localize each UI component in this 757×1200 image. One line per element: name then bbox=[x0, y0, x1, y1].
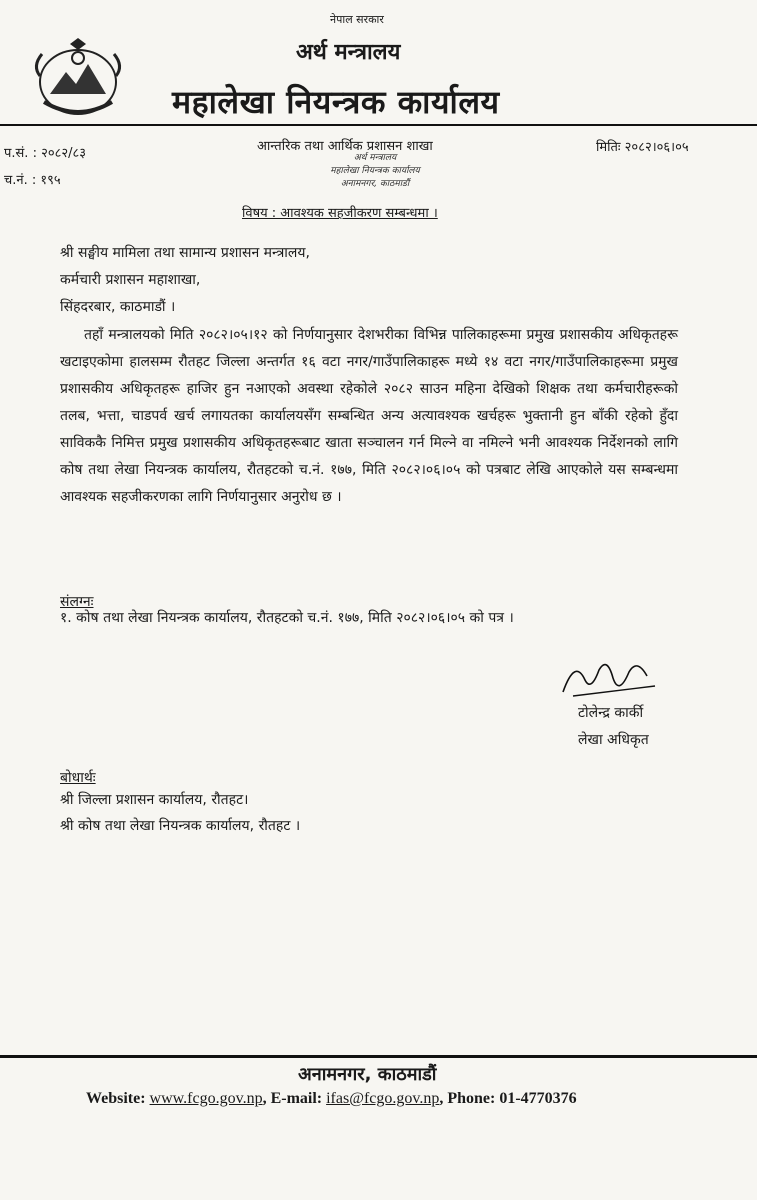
nepal-emblem-icon bbox=[22, 36, 134, 124]
enclosure-label: संलग्नः bbox=[60, 594, 94, 610]
stamp-line: अर्थ मन्त्रालय bbox=[353, 153, 397, 163]
section-name: आन्तरिक तथा आर्थिक प्रशासन शाखा bbox=[257, 139, 433, 154]
stamp-line: अनामनगर, काठमाडौं bbox=[340, 179, 410, 189]
footer-rule bbox=[0, 1055, 757, 1058]
email-link[interactable]: ifas@fcgo.gov.np bbox=[326, 1090, 440, 1107]
stamp-line: महालेखा नियन्त्रक कार्यालय bbox=[330, 166, 420, 176]
cc-item: श्री कोष तथा लेखा नियन्त्रक कार्यालय, रौतहट । bbox=[60, 818, 301, 834]
footer-contact bbox=[86, 1090, 577, 1108]
letter-body: तहाँ मन्त्रालयको मिति २०८२।०५।१२ को निर्णयानुसार देशभरीका विभिन्न पालिकाहरूमा प्रमुख प्रशासकीय अधिकृतहरू खटाइएकोमा हालसम्म रौतहट जिल्ला अन्तर्गत १६ वटा नगर/गाउँपालिकाहरू मध्ये १४ वटा नगर/गाउँपालिकाहरूमा प्रमुख प्रशासकीय अधिकृतहरू हाजिर हुन नआएको अवस्था रहेकोले २०८२ साउन महिना देखिको शिक्षक तथा कर्मचारीहरूको तलब, भत्ता, चाडपर्व खर्च लगायतका कार्यालयसँग सम्बन्धित अन्य अत्यावश्यक खर्चहरू भुक्तानी हुन बाँकी रहेको हुँदा साविककै निमित्त प्रमुख प्रशासकीय अधिकृतहरूबाट खाता सञ्चालन गर्न मिल्ने वा नमिल्ने भनी आवश्यक निर्देशनको लागि कोष तथा लेखा नियन्त्रक कार्यालय, रौतहटको च.नं. १७७, मिति २०८२।०६।०५ को पत्रबाट लेखि आएकोले यस सम्बन्धमा आवश्यक सहजीकरणका लागि निर्णयानुसार अनुरोध छ । bbox=[60, 327, 678, 505]
reference-cn: च.नं. : १९५ bbox=[4, 173, 61, 188]
signature-icon bbox=[555, 652, 665, 704]
phone-label: , Phone: bbox=[439, 1090, 496, 1107]
ministry-name: अर्थ मन्त्रालय bbox=[296, 40, 401, 65]
website-label: Website: bbox=[86, 1090, 146, 1107]
cc-label: बोधार्थः bbox=[60, 770, 96, 786]
addressee-line: सिंहदरबार, काठमाडौं । bbox=[60, 299, 176, 315]
reference-ps: प.सं. : २०८२/८३ bbox=[4, 146, 87, 161]
subject-line: विषय : आवश्यक सहजीकरण सम्बन्धमा । bbox=[242, 206, 438, 221]
header-rule bbox=[0, 124, 757, 126]
footer-address: अनामनगर, काठमाडौं bbox=[298, 1064, 437, 1085]
signatory-title: लेखा अधिकृत bbox=[578, 732, 649, 748]
office-stamp bbox=[300, 152, 450, 191]
addressee-line: कर्मचारी प्रशासन महाशाखा, bbox=[60, 272, 201, 288]
signatory-name: टोलेन्द्र कार्की bbox=[578, 705, 644, 721]
addressee-line: श्री सङ्घीय मामिला तथा सामान्य प्रशासन मन्त्रालय, bbox=[60, 245, 310, 261]
phone-number: 01-4770376 bbox=[499, 1090, 577, 1107]
email-label: , E-mail: bbox=[262, 1090, 323, 1107]
cc-item: श्री जिल्ला प्रशासन कार्यालय, रौतहट। bbox=[60, 792, 249, 808]
letter-date: मितिः २०८२।०६।०५ bbox=[596, 140, 689, 155]
website-link[interactable]: www.fcgo.gov.np bbox=[149, 1090, 263, 1107]
enclosure-item: १. कोष तथा लेखा नियन्त्रक कार्यालय, रौतहटको च.नं. १७७, मिति २०८२।०६।०५ को पत्र । bbox=[60, 610, 514, 626]
government-label: नेपाल सरकार bbox=[330, 13, 384, 26]
office-name: महालेखा नियन्त्रक कार्यालय bbox=[172, 83, 500, 121]
